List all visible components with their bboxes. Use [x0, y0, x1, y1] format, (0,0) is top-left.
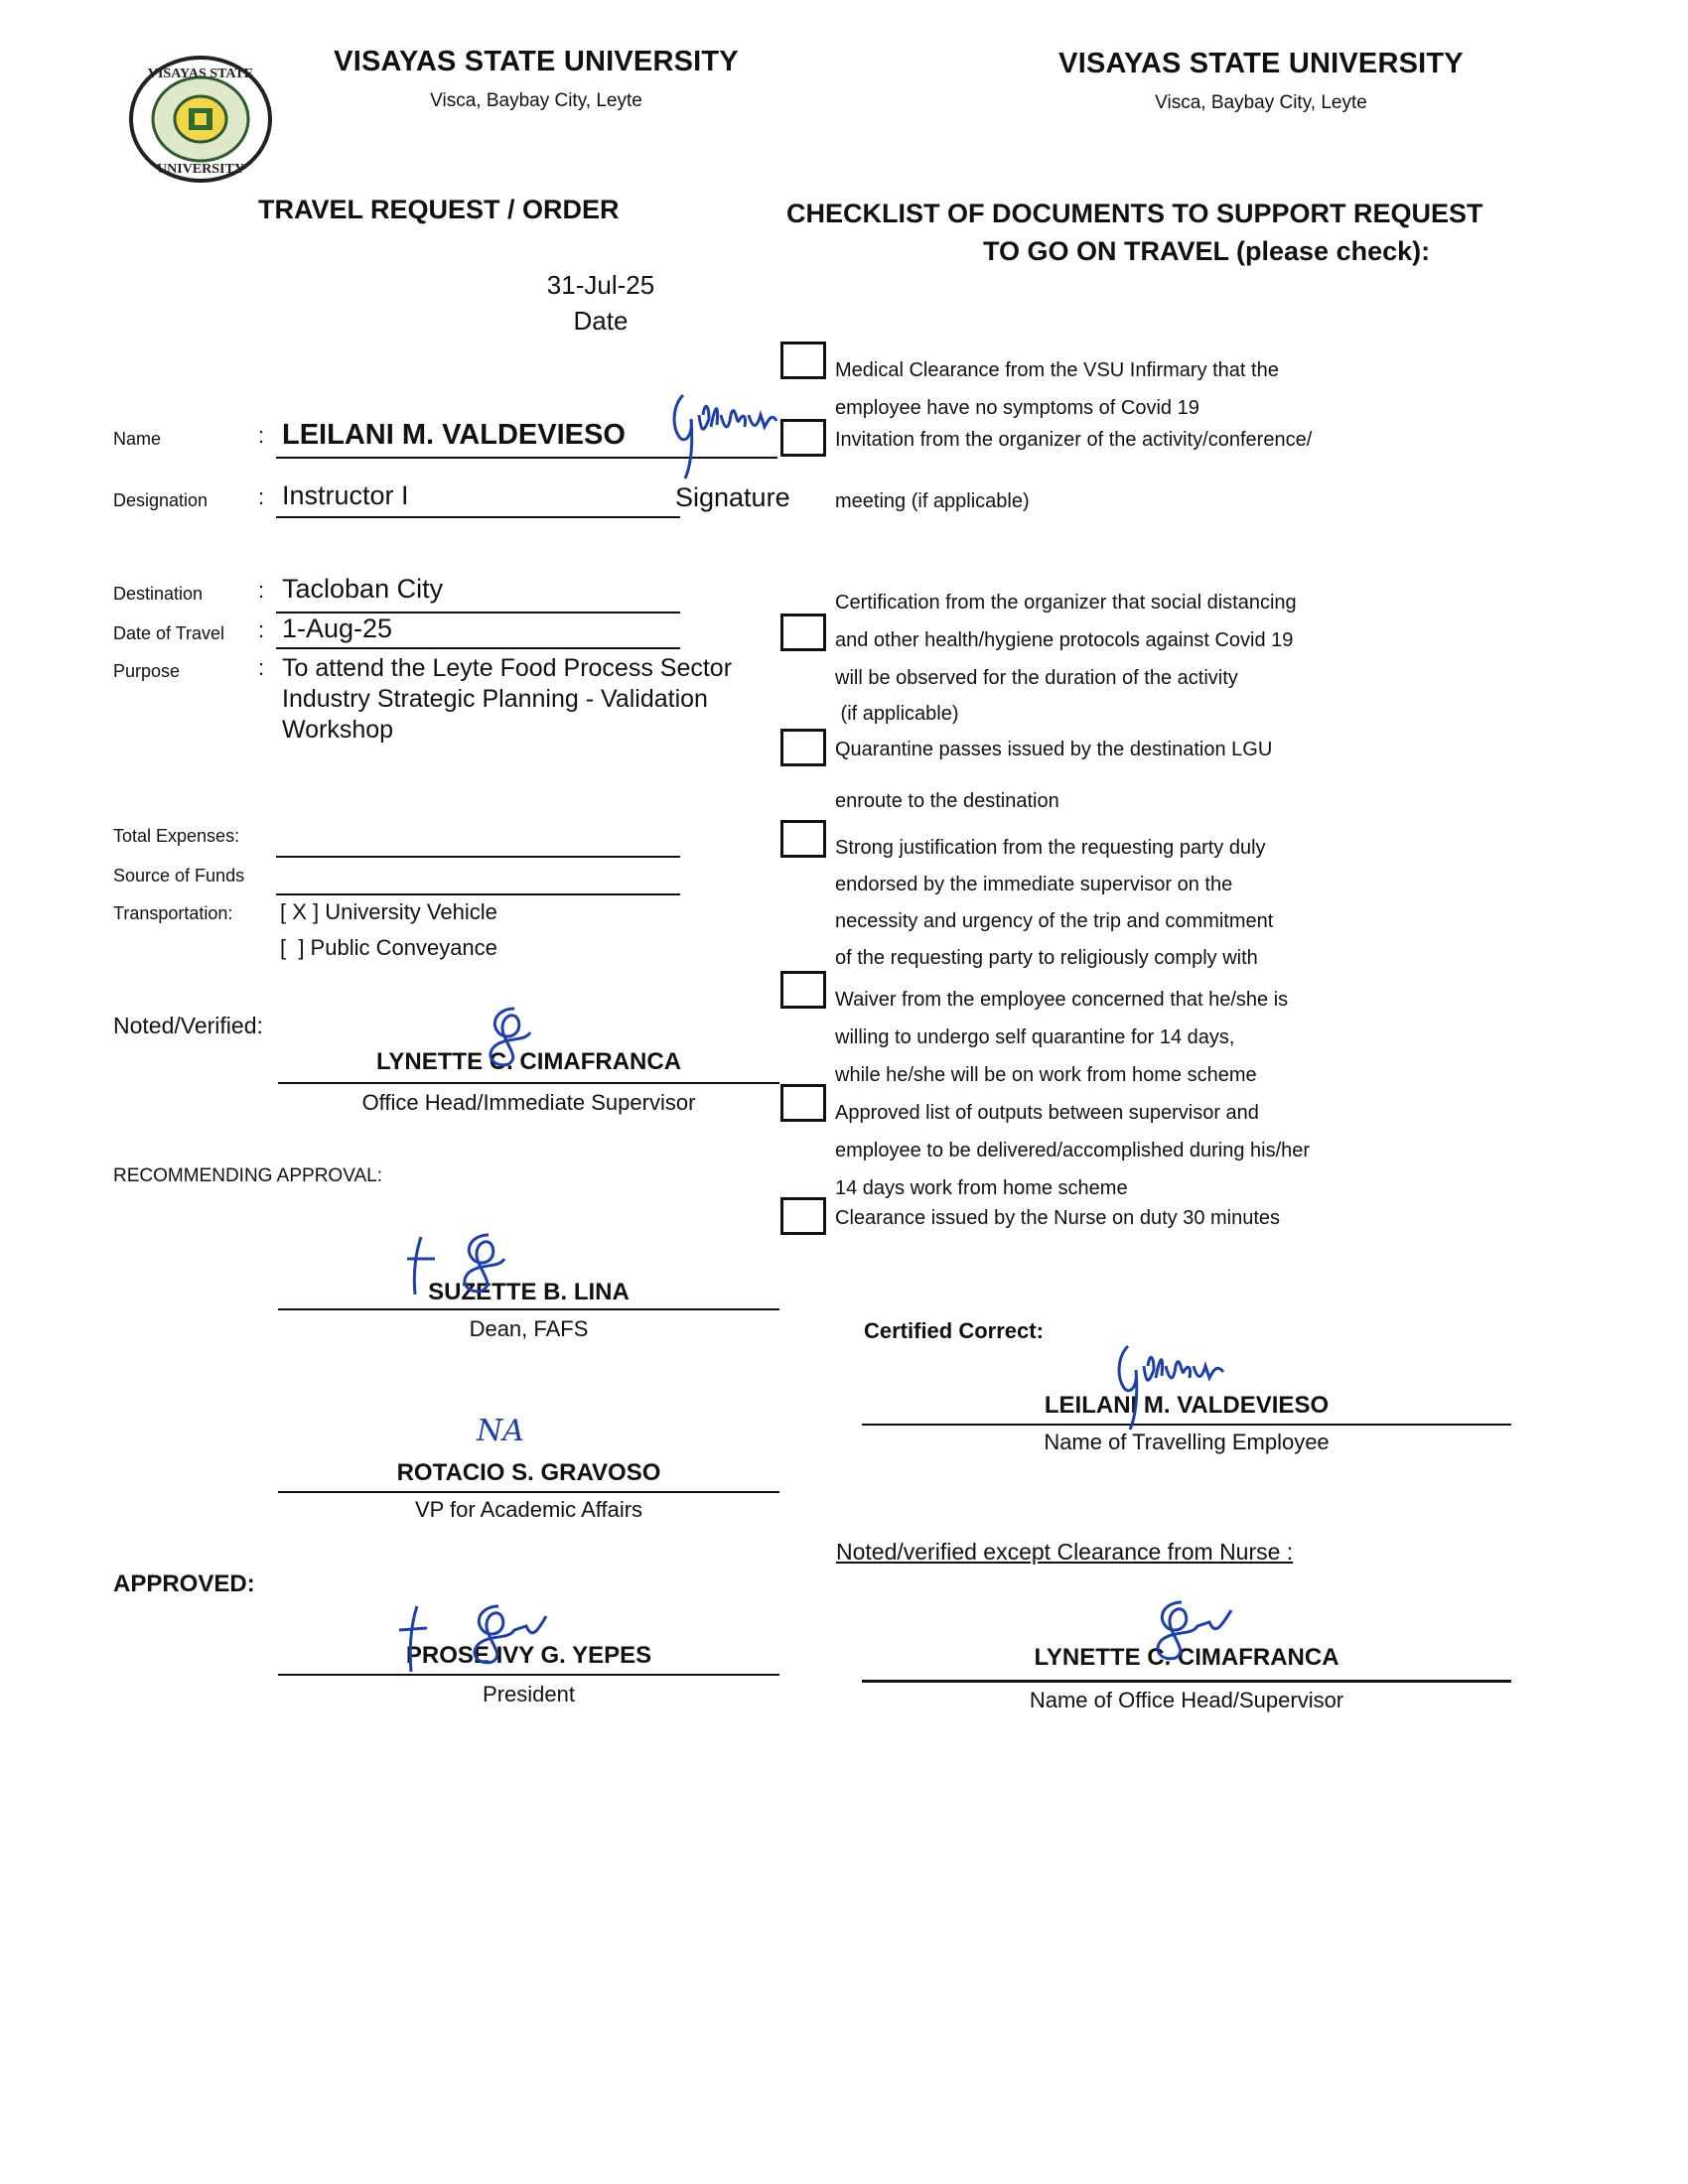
- form-title: TRAVEL REQUEST / ORDER: [258, 195, 620, 224]
- university-seal: [127, 56, 274, 183]
- checklist-line: endorsed by the immediate supervisor on the: [835, 874, 1233, 895]
- noted-except-underline: [862, 1680, 1511, 1683]
- checklist-item-medical-clearance: [835, 351, 1279, 427]
- checklist-line: will be observed for the duration of the activity: [835, 667, 1238, 689]
- designation-colon: :: [258, 484, 265, 509]
- checklist-line: Clearance issued by the Nurse on duty 30 minutes: [835, 1207, 1281, 1229]
- checklist-item-approved-outputs: [835, 1094, 1310, 1207]
- checklist-line: (if applicable): [835, 703, 959, 725]
- checklist-line: necessity and urgency of the trip and commitment: [835, 910, 1274, 932]
- checklist-item-invitation: [835, 429, 1312, 513]
- university-name-left: VISAYAS STATE UNIVERSITY: [334, 46, 739, 77]
- checkbox-certification[interactable]: [780, 614, 826, 651]
- purpose-label: Purpose: [113, 661, 181, 681]
- checklist-line: of the requesting party to religiously comply with: [835, 947, 1258, 969]
- date-label: Date: [573, 306, 629, 336]
- checklist-item-quarantine-passes: [835, 739, 1272, 813]
- checklist-line: Invitation from the organizer of the activity/conference/: [835, 429, 1313, 451]
- destination-label: Destination: [113, 584, 204, 604]
- checklist-line: Certification from the organizer that social distancing: [835, 592, 1297, 614]
- request-date: 31-Jul-25: [546, 270, 655, 300]
- checkbox-quarantine-passes[interactable]: [780, 729, 826, 766]
- destination-colon: :: [258, 578, 265, 603]
- certified-name: LEILANI M. VALDEVIESO: [1044, 1392, 1330, 1419]
- checklist-title-line1: CHECKLIST OF DOCUMENTS TO SUPPORT REQUEST: [786, 199, 1483, 228]
- seal-text-top: VISAYAS STATE: [147, 67, 254, 81]
- recommending-name: SUZETTE B. LINA: [428, 1279, 630, 1305]
- vp-underline: [278, 1491, 779, 1493]
- checklist-line: Waiver from the employee concerned that he/she is: [835, 989, 1289, 1011]
- transport-option-public-conveyance: [ ] Public Conveyance: [280, 935, 497, 960]
- designation-value: Instructor I: [282, 480, 409, 510]
- transport-option-university-vehicle: [ X ] University Vehicle: [280, 899, 497, 924]
- source-of-funds-underline: [276, 893, 680, 895]
- recommending-underline: [278, 1308, 779, 1310]
- date-of-travel-underline: [276, 647, 680, 649]
- checkbox-waiver[interactable]: [780, 971, 826, 1009]
- date-of-travel-colon: :: [258, 617, 265, 642]
- header-right: [1023, 48, 1499, 114]
- noted-title: Office Head/Immediate Supervisor: [361, 1090, 696, 1115]
- certified-correct-label: Certified Correct:: [864, 1318, 1044, 1343]
- checklist-line: Quarantine passes issued by the destination LGU: [835, 739, 1273, 760]
- name-underline: [276, 457, 777, 459]
- university-address-right: Visca, Baybay City, Leyte: [1155, 92, 1367, 113]
- name-value: LEILANI M. VALDEVIESO: [282, 419, 626, 451]
- university-name-right: VISAYAS STATE UNIVERSITY: [1058, 48, 1464, 79]
- purpose-colon: :: [258, 655, 265, 680]
- source-of-funds-label: Source of Funds: [113, 866, 245, 886]
- handwritten-signature-applicant: [665, 375, 784, 484]
- checklist-line: Strong justification from the requesting party duly: [835, 837, 1266, 859]
- seal-text-bottom: UNIVERSITY: [157, 162, 244, 177]
- date-of-travel-label: Date of Travel: [113, 623, 225, 643]
- checklist-item-strong-justification: [835, 830, 1273, 977]
- signature-label: Signature: [675, 482, 790, 512]
- checklist-line: while he/she will be on work from home scheme: [835, 1064, 1257, 1086]
- checklist-item-certification: [835, 584, 1297, 731]
- certified-title: Name of Travelling Employee: [1044, 1430, 1330, 1454]
- header-left: [298, 46, 774, 112]
- checkbox-invitation[interactable]: [780, 419, 826, 457]
- checklist-line: enroute to the destination: [835, 790, 1059, 812]
- noted-except-title: Name of Office Head/Supervisor: [1029, 1688, 1344, 1712]
- certified-underline: [862, 1424, 1511, 1426]
- destination-value: Tacloban City: [282, 574, 444, 604]
- purpose-line: Industry Strategic Planning - Validation: [282, 685, 708, 713]
- checklist-line: and other health/hygiene protocols against Covid 19: [835, 629, 1294, 651]
- checklist-title-line2: TO GO ON TRAVEL (please check):: [983, 236, 1431, 266]
- president-underline: [278, 1674, 779, 1676]
- university-address-left: Visca, Baybay City, Leyte: [430, 90, 642, 111]
- purpose-line: To attend the Leyte Food Process Sector: [282, 654, 733, 682]
- checklist-line: meeting (if applicable): [835, 490, 1030, 512]
- vp-title: VP for Academic Affairs: [414, 1497, 643, 1522]
- checklist-line: willing to undergo self quarantine for 14 days,: [835, 1026, 1235, 1048]
- vp-name: ROTACIO S. GRAVOSO: [396, 1459, 661, 1486]
- transportation-label: Transportation:: [113, 903, 233, 923]
- name-label: Name: [113, 429, 162, 449]
- noted-except-name: LYNETTE C. CIMAFRANCA: [1034, 1644, 1339, 1671]
- checkbox-approved-outputs[interactable]: [780, 1084, 826, 1122]
- noted-underline: [278, 1082, 779, 1084]
- president-title: President: [483, 1682, 575, 1706]
- checklist-item-nurse-clearance: [835, 1207, 1280, 1230]
- noted-verified-label: Noted/Verified:: [113, 1013, 263, 1038]
- noted-except-label: Noted/verified except Clearance from Nurse :: [836, 1539, 1294, 1565]
- checklist-line: 14 days work from home scheme: [835, 1177, 1128, 1199]
- checkbox-strong-justification[interactable]: [780, 820, 826, 858]
- purpose-value: [282, 653, 732, 746]
- checklist-line: Approved list of outputs between supervisor and: [835, 1102, 1259, 1124]
- checklist-line: employee have no symptoms of Covid 19: [835, 397, 1199, 419]
- total-expenses-label: Total Expenses:: [113, 826, 240, 846]
- checkbox-nurse-clearance[interactable]: [780, 1197, 826, 1235]
- checklist-line: Medical Clearance from the VSU Infirmary that the: [835, 359, 1279, 381]
- checkbox-medical-clearance[interactable]: [780, 341, 826, 379]
- noted-name: LYNETTE C. CIMAFRANCA: [375, 1048, 682, 1075]
- date-of-travel-value: 1-Aug-25: [282, 614, 393, 643]
- designation-label: Designation: [113, 490, 209, 510]
- recommending-title: Dean, FAFS: [469, 1316, 589, 1341]
- checklist-item-waiver: [835, 981, 1288, 1094]
- checklist-line: employee to be delivered/accomplished during his/her: [835, 1140, 1311, 1161]
- approved-label: APPROVED:: [113, 1570, 255, 1597]
- total-expenses-underline: [276, 856, 680, 858]
- president-name: PROSE IVY G. YEPES: [405, 1642, 652, 1669]
- purpose-line: Workshop: [282, 716, 394, 744]
- handwritten-na-mark: NA: [477, 1414, 524, 1448]
- name-colon: :: [258, 423, 265, 448]
- designation-underline: [276, 516, 680, 518]
- recommending-label: RECOMMENDING APPROVAL:: [113, 1165, 382, 1186]
